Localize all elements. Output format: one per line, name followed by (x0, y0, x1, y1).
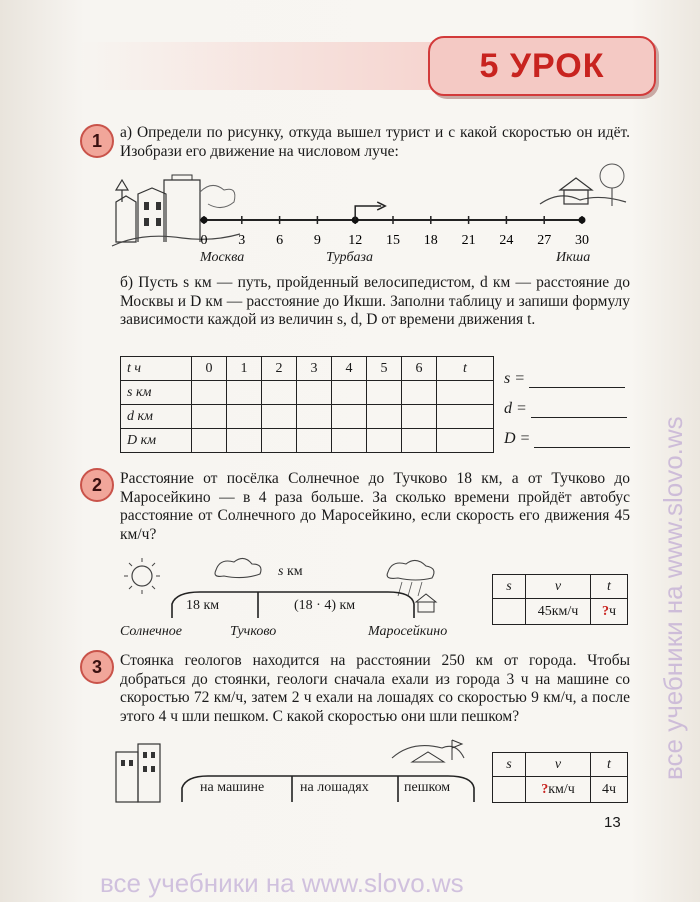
ray-tick-label: 24 (499, 233, 514, 248)
place-maroseikino: Маросейкино (368, 624, 448, 639)
table-cell[interactable] (297, 429, 332, 453)
table-header-cell: 6 (402, 357, 437, 381)
segment-walk-label: пешком (404, 780, 451, 795)
table-row-label: d км (121, 405, 192, 429)
table-cell[interactable] (227, 429, 262, 453)
task-1-number: 1 (80, 124, 114, 158)
table-cell[interactable] (192, 429, 227, 453)
table-cell[interactable] (437, 381, 494, 405)
segment-horses-label: на лошадях (300, 780, 369, 795)
table-cell[interactable] (493, 599, 526, 625)
place-tuchkovo: Тучково (230, 624, 277, 639)
table-header-cell: 1 (227, 357, 262, 381)
ray-tick-label: 3 (238, 233, 246, 248)
ray-tick-label: 9 (313, 233, 321, 248)
ray-point (201, 217, 208, 224)
ray-tick-label: 0 (200, 233, 208, 248)
tourist-arrow (355, 206, 381, 220)
table-cell[interactable] (402, 429, 437, 453)
formula-D-label: D = (504, 430, 531, 447)
ray-tick-label: 30 (575, 233, 589, 248)
table-header-cell: s (493, 575, 526, 599)
table-cell[interactable] (332, 405, 367, 429)
table-cell[interactable] (262, 405, 297, 429)
table-cell[interactable] (332, 429, 367, 453)
ray-point (579, 217, 586, 224)
table-header-cell: 5 (367, 357, 402, 381)
task-2-table (492, 574, 628, 625)
segment-car-label: на машине (200, 780, 265, 795)
ray-tick-label: 27 (537, 233, 552, 248)
table-header-cell: 2 (262, 357, 297, 381)
formula-d (504, 400, 627, 418)
table-header-cell: 4 (332, 357, 367, 381)
place-solnechnoe: Солнечное (120, 624, 183, 639)
task-1-part-a-text: а) Определи по рисунку, откуда вышел турист и с какой скоростью он идёт. Изобрази его движение на числовом луче: (120, 124, 630, 160)
table-cell[interactable] (437, 405, 494, 429)
formula-D-blank[interactable] (534, 433, 630, 448)
table-cell[interactable] (227, 381, 262, 405)
formula-d-label: d = (504, 400, 527, 417)
ray-tick-label: 6 (276, 233, 284, 248)
ray-tick-label: 18 (423, 233, 438, 248)
task-3-text: Стоянка геологов находится на расстоянии 250 км от города. Чтобы добраться до стоянки, геологи сначала ехали из города 3 ч на машине со скоростью 72 км/ч, затем 2 ч ехали на лошадях со скоростью 9 км/ч, а после этого 4 ч шли пешком. С какой скоростью они шли пешком? (120, 652, 630, 725)
table-row-label: D км (121, 429, 192, 453)
task-1-part-b-text: б) Пусть s км — путь, пройденный велосипедистом, d км — расстояние до Москвы и D км — расстояние до Икши. Заполни таблицу и запиши формулу зависимости каждой из величин s, d, D от времени движения t. (120, 274, 630, 328)
table-header-cell: v (526, 575, 591, 599)
table-header-cell: 0 (192, 357, 227, 381)
table-header-cell: t (591, 575, 628, 599)
ray-tick-label: 15 (386, 233, 400, 248)
town-turbaza: Турбаза (326, 250, 373, 265)
table-cell[interactable] (402, 381, 437, 405)
table-cell[interactable] (437, 429, 494, 453)
town-moscow: Москва (200, 250, 245, 265)
table-header-cell: t (591, 753, 628, 777)
table-cell[interactable] (402, 405, 437, 429)
table-header-cell: t (437, 357, 494, 381)
table-cell[interactable] (227, 405, 262, 429)
table-cell: 4ч (591, 777, 628, 803)
task-3-table (492, 752, 628, 803)
formula-s-blank[interactable] (529, 373, 625, 388)
table-cell[interactable] (297, 405, 332, 429)
ray-tick-label: 12 (348, 233, 363, 248)
page-number: 13 (604, 814, 621, 831)
lesson-title: 5 УРОК (428, 36, 656, 96)
table-row-label: s км (121, 381, 192, 405)
table-cell[interactable] (493, 777, 526, 803)
table-cell-unknown: ?ч (591, 599, 628, 625)
segment-2-label: (18 · 4) км (294, 598, 356, 613)
task-2-number: 2 (80, 468, 114, 502)
segment-1-label: 18 км (186, 598, 220, 613)
ray-tick-label: 21 (461, 233, 476, 248)
table-cell[interactable] (332, 381, 367, 405)
table-header-cell: v (526, 753, 591, 777)
task-1-table (120, 356, 494, 453)
horizontal-watermark: все учебники на www.slovo.ws (100, 868, 464, 898)
total-distance-label: s км (278, 564, 303, 579)
table-cell[interactable] (262, 429, 297, 453)
table-header-cell: 3 (297, 357, 332, 381)
table-header-cell: t ч (121, 357, 192, 381)
table-cell[interactable] (262, 381, 297, 405)
table-cell[interactable] (367, 429, 402, 453)
vertical-watermark-text: все учебники на www.slovo.ws (658, 416, 688, 780)
table-cell[interactable] (367, 381, 402, 405)
number-ray (196, 200, 596, 248)
formula-s (504, 370, 625, 388)
table-cell-unknown: ?км/ч (526, 777, 591, 803)
table-header-cell: s (493, 753, 526, 777)
table-cell[interactable] (192, 381, 227, 405)
table-cell[interactable] (192, 405, 227, 429)
formula-s-label: s = (504, 370, 526, 387)
table-cell[interactable] (367, 405, 402, 429)
town-ikusha: Икша (556, 250, 591, 265)
table-cell: 45км/ч (526, 599, 591, 625)
task-3-number: 3 (80, 650, 114, 684)
task-2-text: Расстояние от посёлка Солнечное до Тучково 18 км, а от Тучково до Маросейкино — в 4 раза больше. За сколько времени пройдёт автобус расстояние от Солнечного до Маросейкино, если скорость его движения 45 км/ч? (120, 470, 630, 543)
formula-d-blank[interactable] (531, 403, 627, 418)
formula-D (504, 430, 630, 448)
table-cell[interactable] (297, 381, 332, 405)
title-band (80, 42, 440, 90)
